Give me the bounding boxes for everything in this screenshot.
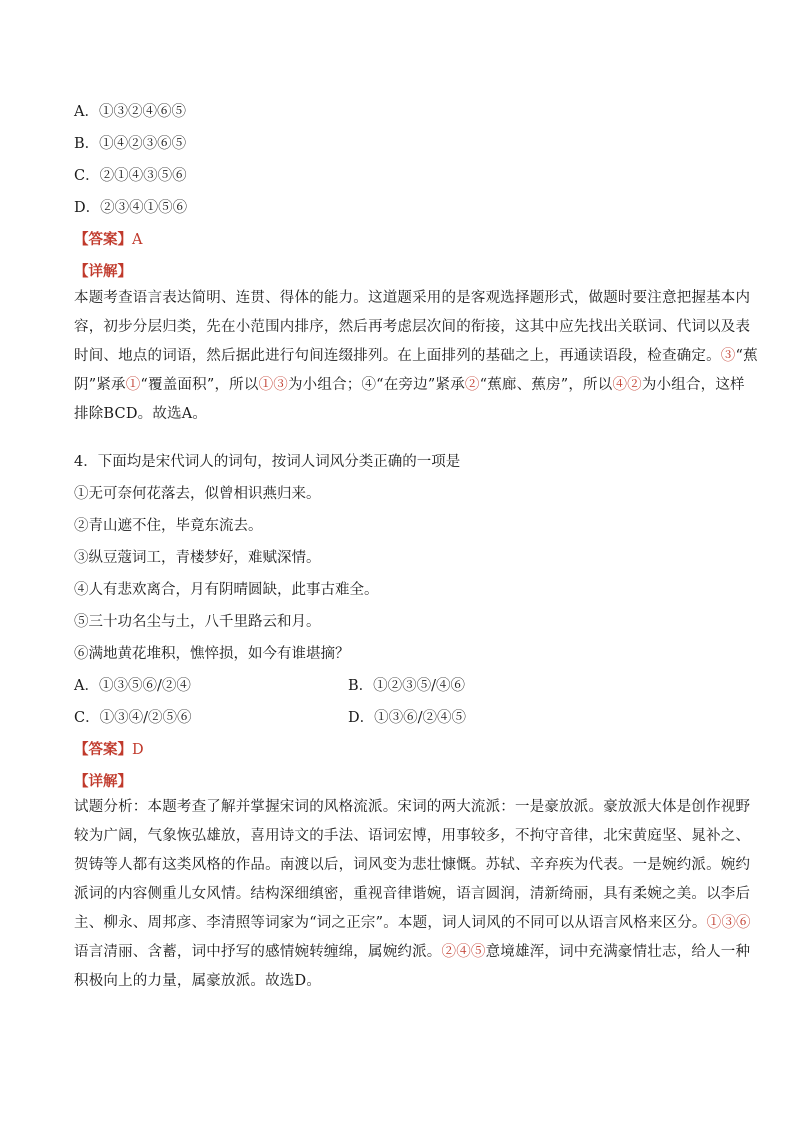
q4-line-5: ⑤三十功名尘与土，八千里路云和月。 bbox=[74, 614, 321, 630]
q4-line-6: ⑥满地黄花堆积，憔悴损，如今有谁堪摘？ bbox=[74, 646, 350, 662]
q3-detail-text: 本题考查语言表达简明、连贯、得体的能力。这道题采用的是客观选择题形式，做题时要注意把握基本内 容，初步分层归类，先在小范围内排序，然后再考虑层次间的衔接，这其中应先找出关联词、代词以及表 时间、地点的词语，然后据此进行句间连缀排列。在上面排列的基础之上，再通读语段，检查确定。③“蕉 阴”紧承①“覆盖面积”，所以①③为小组合；④“在旁边”紧承②“蕉廊、蕉房”，所以④②为小组合，这样 排除BCD。故选A。 bbox=[74, 290, 758, 422]
q4-line-4: ④人有悲欢离合，月有阴晴圆缺，此事古难全。 bbox=[74, 582, 379, 598]
q3-detail-heading: 【详解】 bbox=[74, 263, 132, 280]
q4-option-d: D．①③⑥/②④⑤ bbox=[348, 710, 467, 726]
q3-option-d: D．②③④①⑤⑥ bbox=[74, 200, 188, 216]
q3-option-c: C．②①④③⑤⑥ bbox=[74, 168, 187, 184]
q4-line-1: ①无可奈何花落去，似曾相识燕归来。 bbox=[74, 486, 321, 502]
q4-line-3: ③纵豆蔻词工，青楼梦好，难赋深情。 bbox=[74, 550, 321, 566]
q4-stem: 4．下面均是宋代词人的词句，按词人词风分类正确的一项是 bbox=[74, 454, 461, 470]
q4-detail-heading: 【详解】 bbox=[74, 773, 132, 790]
q3-option-b: B．①④②③⑥⑤ bbox=[74, 136, 187, 152]
q3-answer bbox=[74, 230, 142, 250]
q4-option-c: C．①③④/②⑤⑥ bbox=[74, 710, 192, 726]
q4-option-b: B．①②③⑤/④⑥ bbox=[348, 678, 466, 694]
answer-value: D bbox=[132, 742, 144, 758]
q4-line-2: ②青山遮不住，毕竟东流去。 bbox=[74, 518, 263, 534]
answer-tag: 【答案】 bbox=[74, 741, 132, 758]
q4-option-a: A．①③⑤⑥/②④ bbox=[74, 678, 191, 694]
answer-tag: 【答案】 bbox=[74, 231, 132, 248]
q4-detail-text: 试题分析：本题考查了解并掌握宋词的风格流派。宋词的两大流派：一是豪放派。豪放派大体是创作视野 较为广阔，气象恢弘雄放，喜用诗文的手法、语词宏博，用事较多，不拘守音律，北宋黄庭坚、晁补之、 贺铸等人都有这类风格的作品。南渡以后，词风变为悲壮慷慨。苏轼、辛弃疾为代表。一是婉约派。婉约 派词的内容侧重儿女风情。结构深细缜密，重视音律谐婉，语言圆润，清新绮丽，具有柔婉之美。以李后 主、柳永、周邦彦、李清照等词家为“词之正宗”。本题，词人词风的不同可以从语言风格来区分。①③⑥ 语言清丽、含蓄，词中抒写的感情婉转缠绵，属婉约派。②④⑤意境雄浑，词中充满豪情壮志，给人一种 积极向上的力量，属豪放派。故选D。 bbox=[74, 799, 751, 989]
q4-answer bbox=[74, 740, 144, 760]
answer-value: A bbox=[132, 232, 143, 248]
q3-option-a: A．①③②④⑥⑤ bbox=[74, 104, 186, 120]
